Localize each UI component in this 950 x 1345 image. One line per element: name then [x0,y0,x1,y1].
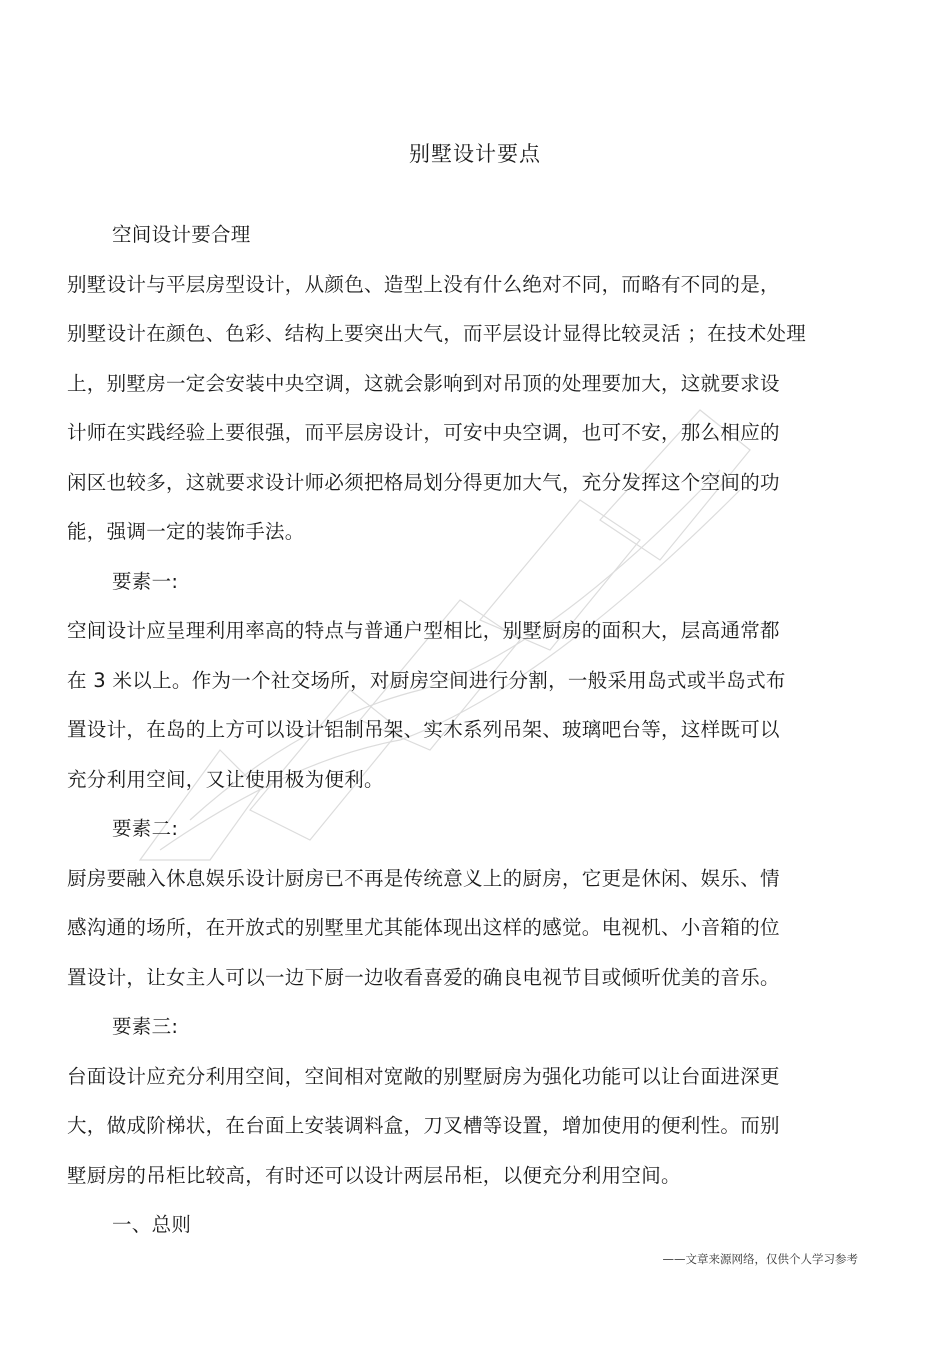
section-heading: 一、总则 [112,1213,192,1236]
paragraph-line: 墅厨房的吊柜比较高，有时还可以设计两层吊柜，以便充分利用空间。 [67,1163,681,1187]
document-title: 别墅设计要点 [409,142,541,166]
section-heading: 要素三: [112,1015,179,1038]
section-heading: 空间设计要合理 [112,223,251,246]
paragraph-line: 厨房要融入休息娱乐设计厨房已不再是传统意义上的厨房，它更是休闲、娱乐、情 [67,866,780,890]
section-heading: 要素二: [112,817,179,840]
paragraph-line: 置设计，让女主人可以一边下厨一边收看喜爱的确良电视节目或倾听优美的音乐。 [67,965,780,989]
paragraph-line: 能，强调一定的装饰手法。 [67,520,305,543]
paragraph-line: 上，别墅房一定会安装中央空调，这就会影响到对吊顶的处理要加大，这就要求设 [67,371,780,395]
paragraph-line: 空间设计应呈理利用率高的特点与普通户型相比，别墅厨房的面积大，层高通常都 [67,619,780,642]
paragraph-line: 闲区也较多，这就要求设计师必须把格局划分得更加大气，充分发挥这个空间的功 [67,470,780,494]
paragraph-line: 计师在实践经验上要很强，而平层房设计，可安中央空调，也可不安，那么相应的 [67,421,780,444]
paragraph-line: 台面设计应充分利用空间，空间相对宽敞的别墅厨房为强化功能可以让台面进深更 [67,1064,780,1088]
paragraph-line: 置设计，在岛的上方可以设计铝制吊架、实木系列吊架、玻璃吧台等，这样既可以 [67,718,780,741]
section-heading: 要素一: [112,569,179,593]
paragraph-line: 别墅设计在颜色、色彩、结构上要突出大气，而平层设计显得比较灵活 ；在技术处理 [67,322,807,345]
paragraph-line: 感沟通的场所，在开放式的别墅里尤其能体现出这样的感觉。电视机、小音箱的位 [67,916,780,939]
paragraph-line: 在 3 米以上。作为一个社交场所，对厨房空间进行分割，一般采用岛式或半岛式布 [67,668,786,692]
paragraph-line: 充分利用空间，又让使用极为便利。 [67,767,384,791]
paragraph-line: 别墅设计与平层房型设计，从颜色、造型上没有什么绝对不同，而略有不同的是， [67,272,780,296]
paragraph-line: 大，做成阶梯状，在台面上安装调料盒，刀叉槽等设置，增加使用的便利性。而别 [67,1114,780,1137]
source-footer-note: ——文章来源网络，仅供个人学习参考 [662,1252,858,1266]
